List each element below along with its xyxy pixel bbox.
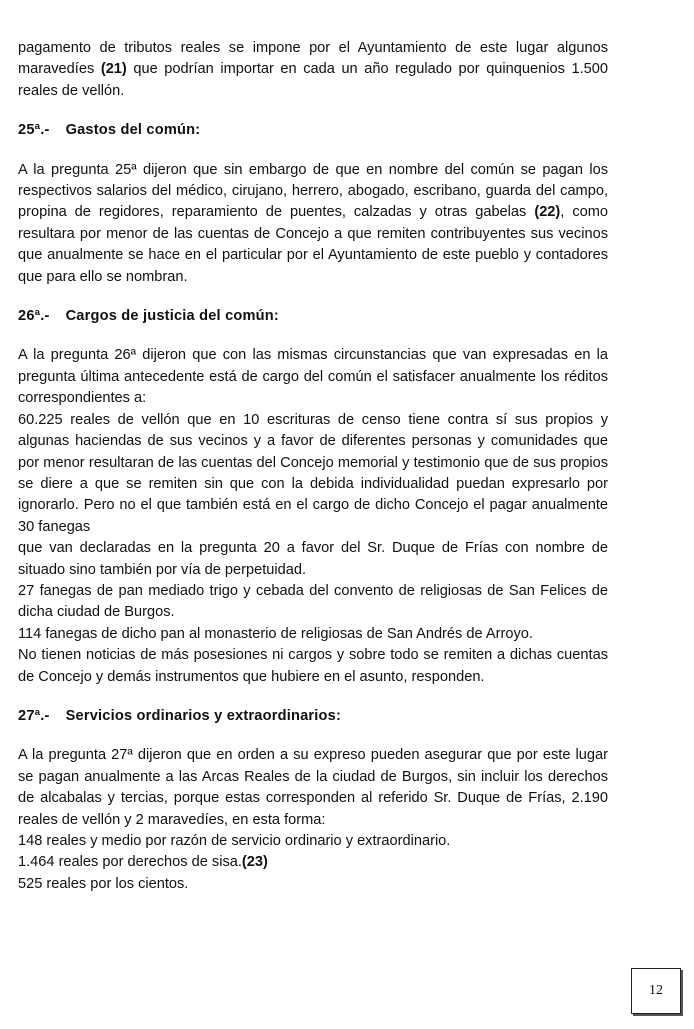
section-26-heading bbox=[18, 306, 608, 327]
intro-text-b: que podrían importar en cada un año regulado por quinquenios 1.500 reales de vellón. bbox=[18, 61, 608, 99]
section-26-paragraph-6: No tienen noticias de más posesiones ni cargos y sobre todo se remiten a dichas cuentas de Concejo y demás instrumentos que hubiere en el asunto, responden. bbox=[18, 647, 608, 685]
section-26-paragraph-5: 114 fanegas de dicho pan al monasterio de religiosas de San Andrés de Arroyo. bbox=[18, 625, 533, 642]
page-number-box bbox=[631, 968, 681, 1014]
footnote-ref-22[interactable]: (22) bbox=[534, 204, 561, 221]
document-page bbox=[18, 38, 608, 895]
section-26-paragraph-1: A la pregunta 26ª dijeron que con las mismas circunstancias que van expresadas en la pregunta última antecedente está de cargo del común el satisfacer anualmente los réditos correspondientes a: bbox=[18, 347, 608, 407]
section-25-body bbox=[18, 160, 608, 288]
section-25-heading bbox=[18, 120, 608, 141]
section-27-number: 27ª.- bbox=[18, 707, 50, 724]
section-27-heading bbox=[18, 706, 608, 727]
section-26-number: 26ª.- bbox=[18, 308, 50, 325]
section-27-paragraph-4: 525 reales por los cientos. bbox=[18, 875, 189, 892]
section-26-paragraph-2: 60.225 reales de vellón que en 10 escrituras de censo tiene contra sí sus propios y algunas haciendas de sus vecinos y a favor de diferentes personas y comunidades que por menor resultaran de las cuentas del Concejo memorial y testimonio que de sus propios se diere a que se remiten sin que con la debida individualidad puedan expresarlo por ignorarlo. Pero no el que también está en el cargo de dicho Concejo el pagar anualmente 30 fanegas bbox=[18, 411, 608, 535]
section-27-paragraph-3-text: 1.464 reales por derechos de sisa. bbox=[18, 854, 242, 871]
intro-text-a: pagamento de tributos reales se impone por el Ayuntamiento de este lugar algunos maravedíes bbox=[18, 40, 608, 78]
section-26-paragraph-3: que van declaradas en la pregunta 20 a favor del Sr. Duque de Frías con nombre de situado sino también por vía de perpetuidad. bbox=[18, 540, 608, 578]
section-26-paragraph-4: 27 fanegas de pan mediado trigo y cebada del convento de religiosas de San Felices de dicha ciudad de Burgos. bbox=[18, 582, 608, 621]
section-25-title: Gastos del común: bbox=[65, 122, 201, 139]
section-26-title: Cargos de justicia del común: bbox=[65, 308, 279, 325]
section-25-body-a: A la pregunta 25ª dijeron que sin embargo de que en nombre del común se pagan los respectivos salarios del médico, cirujano, herrero, abogado, escribano, guarda del campo, propina de regidores, reparamiento de puentes, calzadas y otras gabelas bbox=[18, 161, 608, 221]
page-number: 12 bbox=[649, 983, 663, 998]
footnote-ref-23[interactable]: (23) bbox=[241, 854, 268, 871]
intro-paragraph bbox=[18, 38, 608, 102]
section-25-body-b: , como resultara por menor de las cuentas de Concejo a que remiten contribuyentes sus vecinos que anualmente se hace en el particular por el Ayuntamiento de este pueblo y contadores que para ello se nombran. bbox=[18, 204, 609, 285]
section-27-paragraph-1: A la pregunta 27ª dijeron que en orden a su expreso pueden asegurar que por este lugar se pagan anualmente a las Arcas Reales de la ciudad de Burgos, sin incluir los derechos de alcabalas y tercias, porque estas corresponden al referido Sr. Duque de Frías, 2.190 reales de vellón y 2 maravedíes, en esta forma: bbox=[18, 747, 608, 828]
section-27-title: Servicios ordinarios y extraordinarios: bbox=[65, 707, 342, 724]
section-27-paragraph-3 bbox=[18, 852, 608, 873]
section-27-paragraph-2: 148 reales y medio por razón de servicio ordinario y extraordinario. bbox=[18, 833, 451, 849]
section-25-number: 25ª.- bbox=[18, 122, 50, 139]
footnote-ref-21[interactable]: (21) bbox=[100, 61, 127, 78]
